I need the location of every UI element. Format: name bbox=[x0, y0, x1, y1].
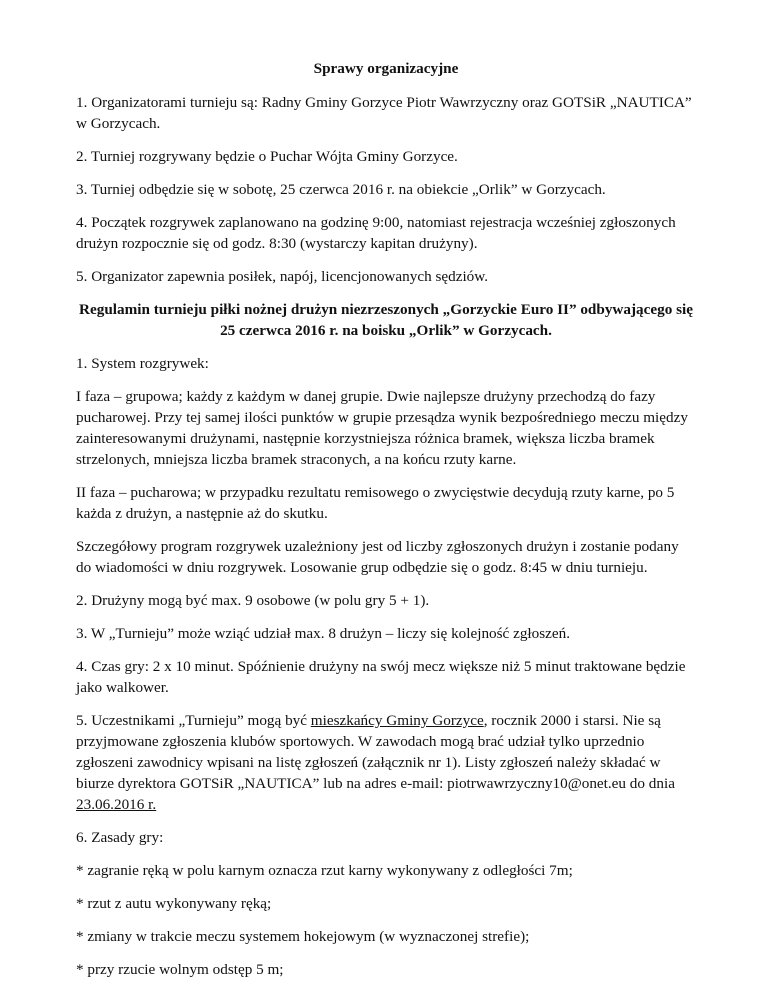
rule-item-substitutions: * zmiany w trakcie meczu systemem hokejowym (w wyznaczonej strefie); bbox=[76, 928, 530, 945]
org-item-3: 3. Turniej odbędzie się w sobotę, 25 czerwca 2016 r. na obiekcie „Orlik” w Gorzycach. bbox=[76, 181, 606, 198]
participants-text-c: , rocznik 2000 i starsi. Nie są przyjmowane zgłoszenia klubów sportowych. W zawodach mogą brać udział tylko uprzednio zgłoszeni zawodnicy wpisani na listę zgłoszeń (załącznik nr 1). Listy zgłoszeń należy składać w biurze dyrektora GOTSiR „NAUTICA” lub na adres e-mail: piotrwawrzyczny10@onet.eu do dnia bbox=[76, 712, 675, 792]
org-item-5: 5. Organizator zapewnia posiłek, napój, licencjonowanych sędziów. bbox=[76, 268, 489, 285]
reg-paragraph-phase-2: II faza – pucharowa; w przypadku rezultatu remisowego o zwycięstwie decydują rzuty karne, po 5 każda z drużyn, a następnie aż do skutku. bbox=[76, 484, 675, 522]
rule-item-free-kick: * przy rzucie wolnym odstęp 5 m; bbox=[76, 961, 284, 978]
reg-paragraph-rules-heading: 6. Zasady gry: bbox=[76, 829, 164, 846]
org-item-2: 2. Turniej rozgrywany będzie o Puchar Wójta Gminy Gorzyce. bbox=[76, 148, 458, 165]
reg-paragraph-team-count: 3. W „Turnieju” może wziąć udział max. 8 drużyn – liczy się kolejność zgłoszeń. bbox=[76, 625, 571, 642]
section-title-organizational: Sprawy organizacyjne bbox=[313, 60, 459, 77]
participants-deadline-underlined: 23.06.2016 r. bbox=[76, 796, 157, 813]
reg-paragraph-team-size: 2. Drużyny mogą być max. 9 osobowe (w polu gry 5 + 1). bbox=[76, 592, 430, 609]
org-item-4: 4. Początek rozgrywek zaplanowano na godzinę 9:00, natomiast rejestracja wcześniej zgłoszonych drużyn rozpocznie się od godz. 8:30 (wystarczy kapitan drużyny). bbox=[76, 214, 676, 252]
reg-paragraph-system: 1. System rozgrywek: bbox=[76, 355, 209, 372]
reg-paragraph-participants bbox=[76, 710, 696, 815]
reg-paragraph-game-time: 4. Czas gry: 2 x 10 minut. Spóźnienie drużyny na swój mecz większe niż 5 minut traktowane będzie jako walkower. bbox=[76, 658, 686, 696]
reg-paragraph-phase-1: I faza – grupowa; każdy z każdym w danej grupie. Dwie najlepsze drużyny przechodzą do fazy pucharowej. Przy tej samej ilości punktów w grupie przesądza wynik bezpośredniego meczu między zainteresowanymi drużynami, następnie korzystniejsza różnica bramek, większa liczba bramek strzelonych, mniejsza liczba bramek straconych, a na końcu rzuty karne. bbox=[76, 388, 688, 468]
rule-item-throw-in: * rzut z autu wykonywany ręką; bbox=[76, 895, 272, 912]
participants-text-a: 5. Uczestnikami „Turnieju” mogą być bbox=[76, 712, 311, 729]
org-item-1: 1. Organizatorami turnieju są: Radny Gminy Gorzyce Piotr Wawrzyczny oraz GOTSiR „NAUTICA” w Gorzycach. bbox=[76, 94, 692, 132]
rule-item-handball: * zagranie ręką w polu karnym oznacza rzut karny wykonywany z odległości 7m; bbox=[76, 862, 573, 879]
participants-residents-underlined: mieszkańcy Gminy Gorzyce bbox=[310, 712, 484, 729]
section-title-regulations: Regulamin turnieju piłki nożnej drużyn niezrzeszonych „Gorzyckie Euro II” odbywającego się 25 czerwca 2016 r. na boisku „Orlik” w Gorzycach. bbox=[79, 301, 693, 339]
document-page bbox=[76, 58, 696, 992]
reg-paragraph-program: Szczegółowy program rozgrywek uzależniony jest od liczby zgłoszonych drużyn i zostanie podany do wiadomości w dniu rozgrywek. Losowanie grup odbędzie się o godz. 8:45 w dniu turnieju. bbox=[76, 538, 679, 576]
